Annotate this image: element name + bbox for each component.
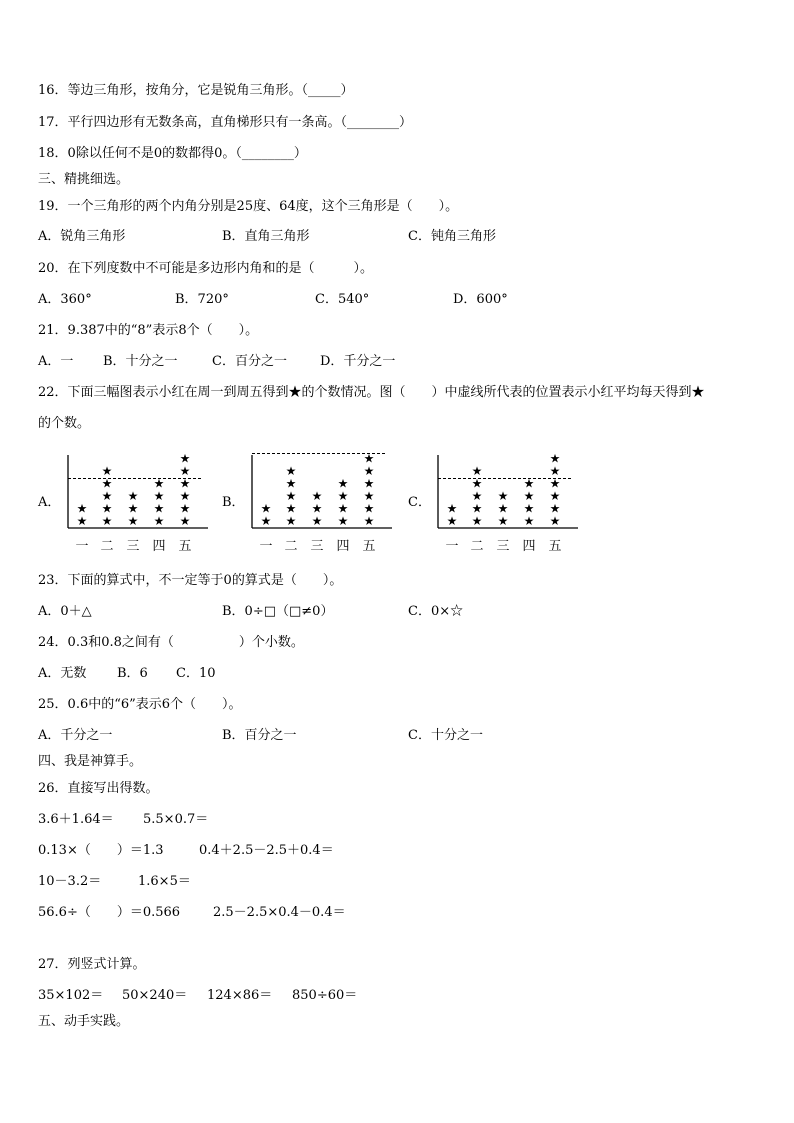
chart-b-star: ★ <box>285 464 297 478</box>
chart-a-day-label: 四 <box>152 539 166 554</box>
question-26: 26．直接写出得数。 <box>38 781 159 796</box>
chart-b-star: ★ <box>363 501 375 516</box>
chart-b-star: ★ <box>311 514 323 528</box>
q27-item-4: 850÷60＝ <box>292 988 358 1003</box>
chart-c-day-label: 五 <box>548 539 562 554</box>
chart-b-day-label: 二 <box>284 539 298 554</box>
q25-option-c: C．十分之一 <box>408 728 483 743</box>
question-21: 21．9.387中的“8”表示8个（ ）。 <box>38 323 259 338</box>
q23-option-c: C．0×☆ <box>408 604 464 619</box>
chart-b-star: ★ <box>363 514 375 528</box>
chart-a-star: ★ <box>179 514 191 528</box>
chart-c-star: ★ <box>471 514 483 528</box>
q20-option-d: D．600° <box>453 292 508 307</box>
chart-c-star: ★ <box>497 489 509 503</box>
chart-a-star: ★ <box>101 464 113 478</box>
chart-a-star: ★ <box>179 464 191 478</box>
chart-a-star: ★ <box>101 489 113 503</box>
q21-option-d: D．千分之一 <box>320 354 396 369</box>
q23-option-a: A．0＋△ <box>38 604 92 619</box>
q22-option-b-label: B． <box>222 495 245 510</box>
chart-b-star: ★ <box>311 489 323 503</box>
star-chart-a-svg <box>58 452 218 556</box>
q27-item-3: 124×86＝ <box>207 988 273 1003</box>
question-24: 24．0.3和0.8之间有（ ）个小数。 <box>38 635 304 650</box>
chart-c-day-label: 三 <box>496 539 510 554</box>
chart-b-star: ★ <box>337 514 349 528</box>
chart-a-day-label: 五 <box>178 539 192 554</box>
chart-a-star: ★ <box>101 501 113 516</box>
q20-option-a: A．360° <box>38 292 92 307</box>
chart-c-day-label: 四 <box>522 539 536 554</box>
q27-item-1: 35×102＝ <box>38 988 104 1003</box>
chart-a-star: ★ <box>179 489 191 503</box>
chart-b-star: ★ <box>337 489 349 503</box>
chart-c-star: ★ <box>471 489 483 503</box>
star-chart-b <box>242 452 402 556</box>
q26-item-2: 5.5×0.7＝ <box>143 812 209 827</box>
chart-b-star: ★ <box>285 489 297 503</box>
chart-c-star: ★ <box>497 514 509 528</box>
chart-a-star: ★ <box>179 501 191 516</box>
question-16: 16．等边三角形，按角分，它是锐角三角形。（_____） <box>38 83 354 98</box>
q22-option-c-label: C． <box>408 495 431 510</box>
q19-option-a: A．锐角三角形 <box>38 229 126 244</box>
question-23: 23．下面的算式中，不一定等于0的算式是（ ）。 <box>38 573 343 588</box>
chart-b-star: ★ <box>285 476 297 491</box>
chart-a-star: ★ <box>76 501 88 516</box>
q26-item-4: 0.4＋2.5－2.5＋0.4＝ <box>199 843 334 858</box>
chart-c-star: ★ <box>446 514 458 528</box>
chart-b-star: ★ <box>337 476 349 491</box>
star-chart-c <box>428 452 588 556</box>
chart-a-star: ★ <box>153 476 165 491</box>
chart-b-star: ★ <box>337 501 349 516</box>
chart-b-day-label: 五 <box>362 539 376 554</box>
chart-a-star: ★ <box>127 489 139 503</box>
chart-a-day-label: 二 <box>100 539 114 554</box>
chart-b-star: ★ <box>363 476 375 491</box>
question-27: 27．列竖式计算。 <box>38 957 146 972</box>
section-heading-3: 三、精挑细选。 <box>38 172 130 187</box>
chart-a-star: ★ <box>153 501 165 516</box>
question-22-line-2: 的个数。 <box>38 416 91 431</box>
chart-c-star: ★ <box>523 501 535 516</box>
chart-c-star: ★ <box>549 476 561 491</box>
chart-c-star: ★ <box>471 476 483 491</box>
q24-option-a: A．无数 <box>38 666 87 681</box>
q26-item-5: 10－3.2＝ <box>38 874 102 889</box>
q23-option-b: B．0÷□（□≠0） <box>222 604 334 619</box>
chart-c-star: ★ <box>523 476 535 491</box>
chart-a-day-label: 一 <box>75 539 89 554</box>
chart-b-star: ★ <box>311 501 323 516</box>
question-20: 20．在下列度数中不可能是多边形内角和的是（ ）。 <box>38 261 374 276</box>
star-chart-c-svg <box>428 452 588 556</box>
chart-c-star: ★ <box>523 489 535 503</box>
question-18: 18．0除以任何不是0的数都得0。（________） <box>38 146 307 161</box>
chart-c-star: ★ <box>497 501 509 516</box>
chart-a-star: ★ <box>127 514 139 528</box>
q26-item-8: 2.5－2.5×0.4－0.4＝ <box>213 905 346 920</box>
chart-b-star: ★ <box>363 489 375 503</box>
q20-option-c: C．540° <box>315 292 370 307</box>
section-heading-5: 五、动手实践。 <box>38 1014 130 1029</box>
q26-item-6: 1.6×5＝ <box>138 874 191 889</box>
q25-option-a: A．千分之一 <box>38 728 113 743</box>
chart-a-star: ★ <box>179 452 191 466</box>
star-chart-a <box>58 452 218 556</box>
chart-b-star: ★ <box>363 464 375 478</box>
chart-a-star: ★ <box>76 514 88 528</box>
q24-option-b: B．6 <box>117 666 148 681</box>
chart-a-day-label: 三 <box>126 539 140 554</box>
question-25: 25．0.6中的“6”表示6个（ ）。 <box>38 697 242 712</box>
q21-option-b: B．十分之一 <box>103 354 178 369</box>
q21-option-a: A．一 <box>38 354 74 369</box>
chart-a-star: ★ <box>153 489 165 503</box>
chart-c-star: ★ <box>549 501 561 516</box>
chart-a-star: ★ <box>153 514 165 528</box>
question-22-line-1: 22．下面三幅图表示小红在周一到周五得到★的个数情况。图（ ）中虚线所代表的位置表示小红平均每天得到★ <box>38 385 705 400</box>
chart-b-star: ★ <box>285 514 297 528</box>
chart-c-star: ★ <box>471 464 483 478</box>
chart-c-star: ★ <box>549 464 561 478</box>
q27-item-2: 50×240＝ <box>122 988 188 1003</box>
chart-c-day-label: 一 <box>445 539 459 554</box>
q22-option-a-label: A． <box>38 495 61 510</box>
chart-b-day-label: 一 <box>259 539 273 554</box>
q26-item-1: 3.6＋1.64＝ <box>38 812 114 827</box>
chart-a-star: ★ <box>127 501 139 516</box>
q25-option-b: B．百分之一 <box>222 728 297 743</box>
chart-c-day-label: 二 <box>470 539 484 554</box>
chart-c-star: ★ <box>549 489 561 503</box>
chart-a-star: ★ <box>179 476 191 491</box>
q24-option-c: C．10 <box>176 666 216 681</box>
question-17: 17．平行四边形有无数条高，直角梯形只有一条高。（________） <box>38 115 413 130</box>
chart-c-star: ★ <box>446 501 458 516</box>
chart-a-star: ★ <box>101 514 113 528</box>
chart-c-star: ★ <box>549 452 561 466</box>
chart-b-star: ★ <box>260 501 272 516</box>
q19-option-c: C．钝角三角形 <box>408 229 496 244</box>
chart-a-star: ★ <box>101 476 113 491</box>
question-19: 19．一个三角形的两个内角分别是25度、64度，这个三角形是（ ）。 <box>38 199 459 214</box>
q20-option-b: B．720° <box>175 292 229 307</box>
chart-c-star: ★ <box>549 514 561 528</box>
chart-b-star: ★ <box>260 514 272 528</box>
q19-option-b: B．直角三角形 <box>222 229 310 244</box>
q26-item-7: 56.6÷（ ）＝0.566 <box>38 905 181 920</box>
chart-c-star: ★ <box>523 514 535 528</box>
chart-b-star: ★ <box>285 501 297 516</box>
chart-b-day-label: 三 <box>310 539 324 554</box>
chart-b-day-label: 四 <box>336 539 350 554</box>
section-heading-4: 四、我是神算手。 <box>38 754 143 769</box>
chart-b-star: ★ <box>363 452 375 466</box>
q21-option-c: C．百分之一 <box>212 354 287 369</box>
star-chart-b-svg <box>242 452 402 556</box>
q26-item-3: 0.13×（ ）＝1.3 <box>38 843 164 858</box>
chart-c-star: ★ <box>471 501 483 516</box>
